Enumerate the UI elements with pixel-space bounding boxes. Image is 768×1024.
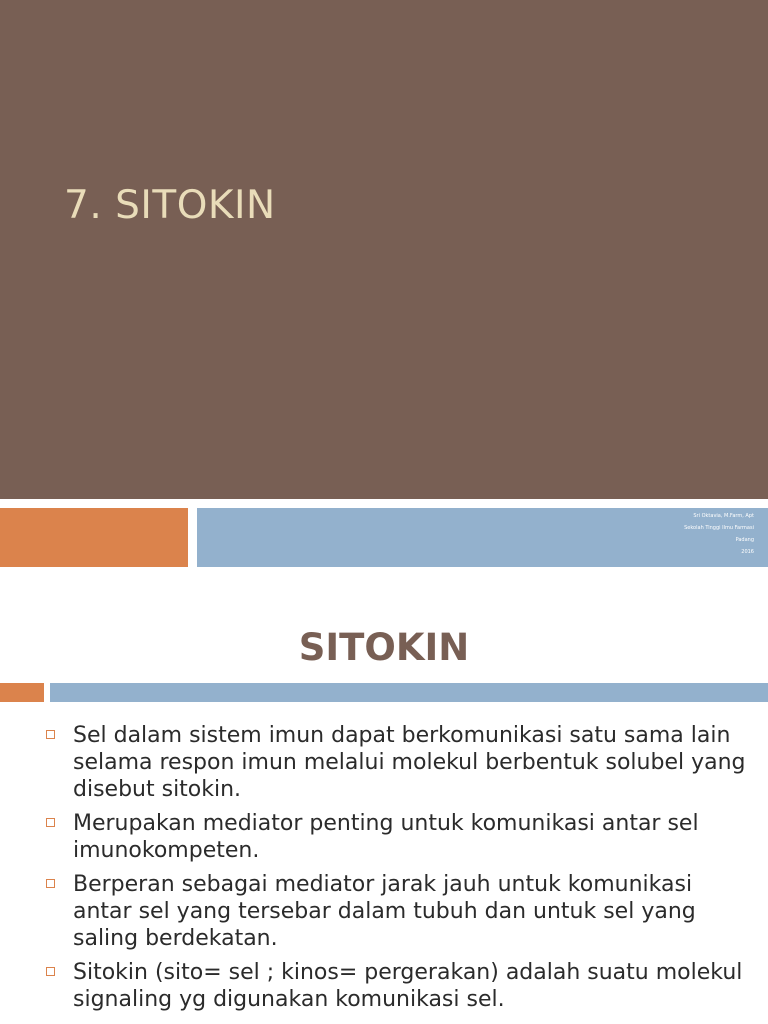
list-item	[46, 722, 746, 803]
list-item	[46, 871, 746, 952]
list-item-text: Sitokin (sito= sel ; kinos= pergerakan) adalah suatu molekul signaling yg digunakan komunikasi sel.	[73, 960, 743, 1012]
square-bullet-icon	[46, 967, 55, 976]
orange-accent-bar	[0, 508, 188, 567]
list-item-text: Sel dalam sistem imun dapat berkomunikasi satu sama lain selama respon imun melalui molekul berbentuk solubel yang disebut sitokin.	[73, 723, 746, 802]
footer-city: Padang	[735, 537, 754, 543]
orange-divider-bar	[0, 683, 44, 702]
content-slide-title: SITOKIN	[298, 626, 470, 669]
square-bullet-icon	[46, 730, 55, 739]
list-item-text: Merupakan mediator penting untuk komunikasi antar sel imunokompeten.	[73, 811, 699, 863]
footer-credits	[684, 510, 754, 558]
footer-institution: Sekolah Tinggi Ilmu Farmasi	[684, 525, 754, 531]
bullet-list	[46, 722, 746, 1020]
blue-divider-bar	[50, 683, 768, 702]
square-bullet-icon	[46, 818, 55, 827]
square-bullet-icon	[46, 879, 55, 888]
blue-accent-bar	[197, 508, 768, 567]
slide-title: 7. SITOKIN	[64, 183, 276, 228]
list-item	[46, 810, 746, 864]
list-item-text: Berperan sebagai mediator jarak jauh untuk komunikasi antar sel yang tersebar dalam tubuh dan untuk sel yang saling berdekatan.	[73, 872, 696, 951]
title-panel	[0, 0, 768, 499]
footer-year: 2016	[741, 549, 754, 555]
footer-author: Sri Oktavia, M.Farm, Apt	[693, 513, 754, 519]
list-item	[46, 959, 746, 1013]
content-slide	[0, 572, 768, 1024]
